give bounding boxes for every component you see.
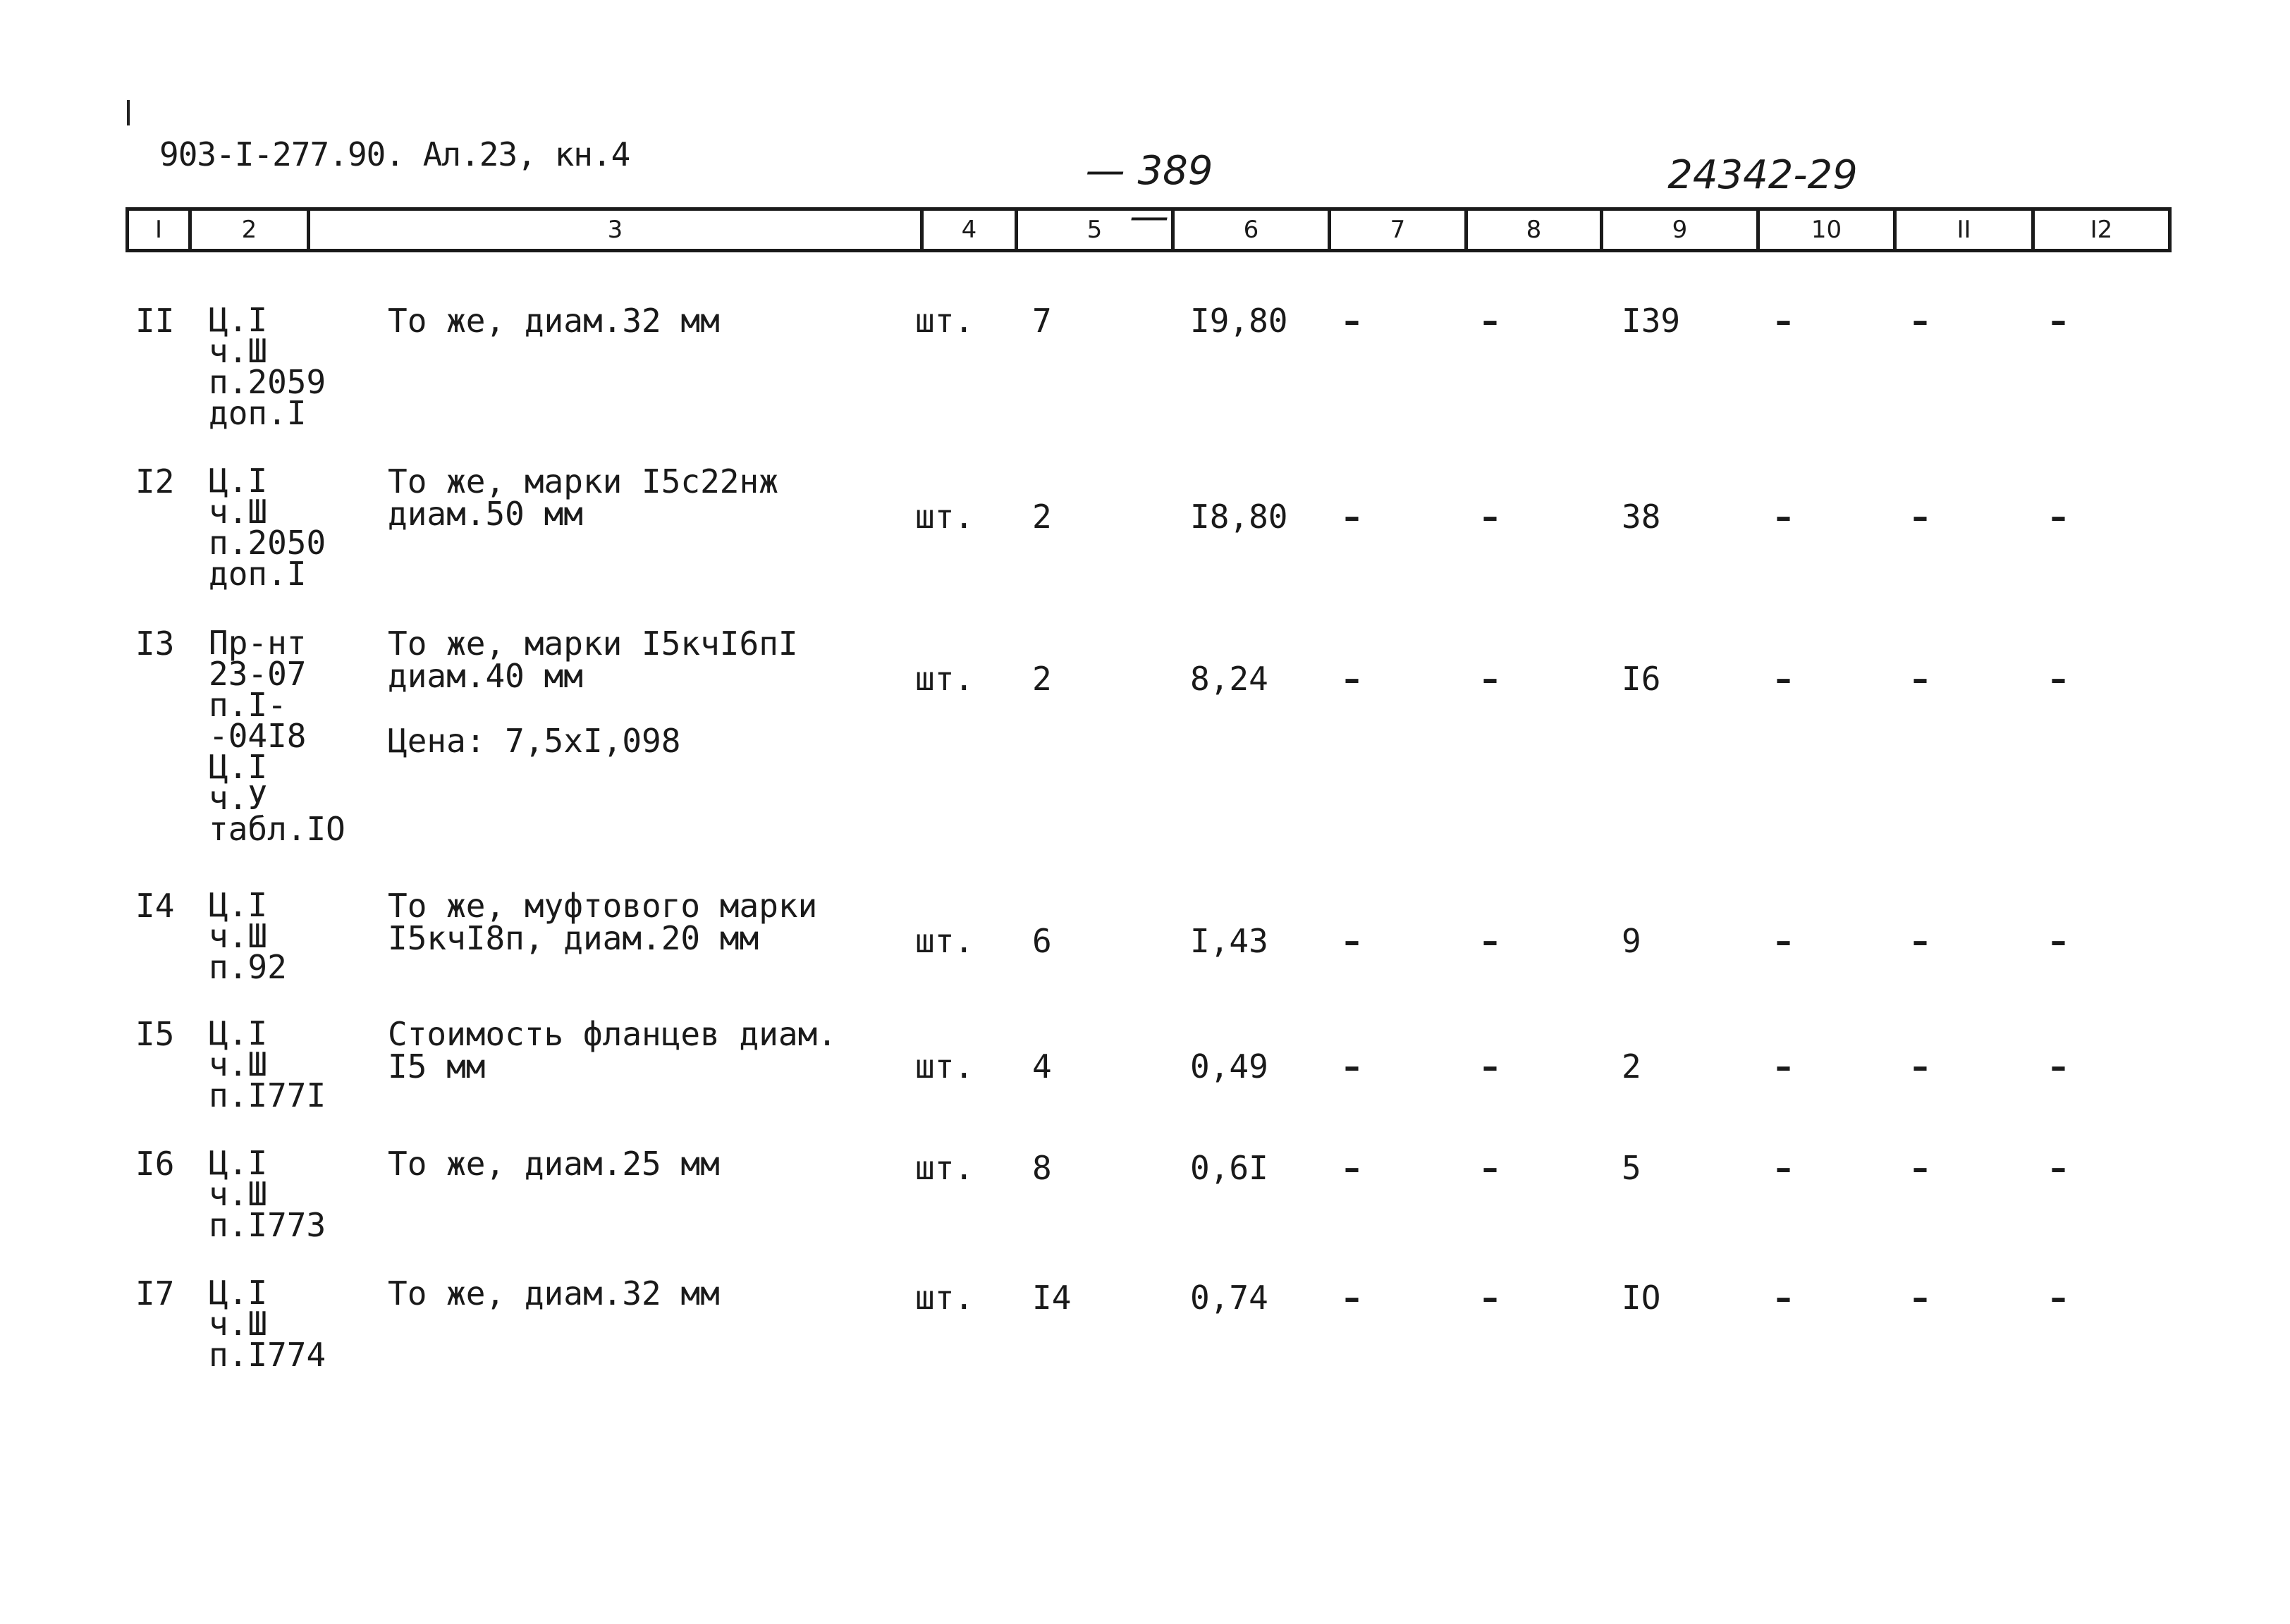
- sheet-code: 24342-29: [1667, 152, 1858, 198]
- total-cost: I39: [1622, 302, 1681, 340]
- column-11-value: –: [1912, 1047, 1928, 1085]
- column-7-value: –: [1344, 922, 1360, 960]
- column-7-value: –: [1344, 660, 1360, 698]
- unit-price: I8,80: [1190, 498, 1288, 536]
- column-12-value: –: [2050, 498, 2066, 536]
- item-description: То же, диам.25 мм: [388, 1145, 720, 1183]
- total-cost: IO: [1622, 1279, 1661, 1317]
- column-7-value: –: [1344, 1149, 1360, 1187]
- row-number: I3: [135, 625, 175, 663]
- page-number: — 389 —: [1085, 148, 1213, 240]
- column-8-value: –: [1482, 1279, 1498, 1317]
- quantity: 2: [1032, 498, 1052, 536]
- column-header-6: 6: [1171, 211, 1328, 249]
- row-number: I5: [135, 1015, 175, 1053]
- unit-price: I,43: [1190, 922, 1268, 960]
- unit-price: 0,74: [1190, 1279, 1268, 1317]
- item-description: То же, марки I5кчI6пI диам.40 мм Цена: 7,5хI,098: [388, 625, 798, 760]
- item-description: То же, диам.32 мм: [388, 302, 720, 340]
- column-header-7: 7: [1328, 211, 1464, 249]
- column-header-1: I: [154, 216, 163, 244]
- column-8-value: –: [1482, 660, 1498, 698]
- unit-price: 0,6I: [1190, 1149, 1268, 1187]
- row-number: I7: [135, 1274, 175, 1312]
- column-7-value: –: [1344, 1047, 1360, 1085]
- column-11-value: –: [1912, 660, 1928, 698]
- item-description: То же, марки I5с22нж диам.50 мм: [388, 462, 778, 533]
- total-cost: I6: [1622, 660, 1661, 698]
- total-cost: 5: [1622, 1149, 1641, 1187]
- column-header-5: 5: [1015, 211, 1171, 249]
- corner-tick-mark: [127, 100, 130, 125]
- unit-price: 0,49: [1190, 1047, 1268, 1085]
- price-reference: Ц.I ч.Ш п.I773: [209, 1144, 326, 1244]
- column-12-value: –: [2050, 660, 2066, 698]
- column-8-value: –: [1482, 1149, 1498, 1187]
- unit: шт.: [915, 1149, 974, 1187]
- price-reference: Ц.I ч.Ш п.I77I: [209, 1014, 326, 1114]
- quantity: 8: [1032, 1149, 1052, 1187]
- column-10-value: –: [1775, 498, 1792, 536]
- document-code: 903-I-277.90. Ал.23, кн.4: [159, 135, 630, 173]
- unit: шт.: [915, 922, 974, 960]
- row-number: I6: [135, 1145, 175, 1183]
- column-10-value: –: [1775, 1149, 1792, 1187]
- column-12-value: –: [2050, 922, 2066, 960]
- column-12-value: –: [2050, 1149, 2066, 1187]
- column-11-value: –: [1912, 1279, 1928, 1317]
- price-reference: Ц.I ч.Ш п.2059 доп.I: [209, 301, 326, 432]
- quantity: 6: [1032, 922, 1052, 960]
- column-10-value: –: [1775, 660, 1792, 698]
- price-reference: Пр-нт 23-07 п.I- -04I8 Ц.I ч.У табл.IO: [209, 624, 345, 848]
- column-11-value: –: [1912, 922, 1928, 960]
- unit-price: I9,80: [1190, 302, 1288, 340]
- column-8-value: –: [1482, 1047, 1498, 1085]
- total-cost: 38: [1622, 498, 1661, 536]
- column-header-11: II: [1893, 211, 2031, 249]
- row-number: II: [135, 302, 175, 340]
- column-12-value: –: [2050, 302, 2066, 340]
- quantity: 2: [1032, 660, 1052, 698]
- column-11-value: –: [1912, 1149, 1928, 1187]
- column-8-value: –: [1482, 498, 1498, 536]
- column-11-value: –: [1912, 498, 1928, 536]
- unit-price: 8,24: [1190, 660, 1268, 698]
- column-header-4: 4: [920, 211, 1015, 249]
- quantity: I4: [1032, 1279, 1072, 1317]
- quantity: 4: [1032, 1047, 1052, 1085]
- column-header-8: 8: [1464, 211, 1600, 249]
- column-10-value: –: [1775, 1279, 1792, 1317]
- column-10-value: –: [1775, 922, 1792, 960]
- total-cost: 9: [1622, 922, 1641, 960]
- unit: шт.: [915, 1279, 974, 1317]
- total-cost: 2: [1622, 1047, 1641, 1085]
- column-header-10: 10: [1756, 211, 1893, 249]
- item-description: То же, муфтового марки I5кчI8п, диам.20 мм: [388, 887, 818, 957]
- item-description: То же, диам.32 мм: [388, 1274, 720, 1312]
- unit: шт.: [915, 302, 974, 340]
- item-description: Стоимость фланцев диам. I5 мм: [388, 1015, 837, 1085]
- price-reference: Ц.I ч.Ш п.I774: [209, 1274, 326, 1374]
- column-12-value: –: [2050, 1047, 2066, 1085]
- column-7-value: –: [1344, 498, 1360, 536]
- unit: шт.: [915, 498, 974, 536]
- row-number: I4: [135, 887, 175, 925]
- column-header-9: 9: [1600, 211, 1756, 249]
- column-header-2: 2: [188, 211, 307, 249]
- price-reference: Ц.I ч.Ш п.2050 доп.I: [209, 462, 326, 593]
- unit: шт.: [915, 660, 974, 698]
- column-7-value: –: [1344, 1279, 1360, 1317]
- quantity: 7: [1032, 302, 1052, 340]
- column-7-value: –: [1344, 302, 1360, 340]
- column-10-value: –: [1775, 1047, 1792, 1085]
- column-8-value: –: [1482, 922, 1498, 960]
- row-number: I2: [135, 462, 175, 500]
- unit: шт.: [915, 1047, 974, 1085]
- column-8-value: –: [1482, 302, 1498, 340]
- column-header-12: I2: [2031, 211, 2168, 249]
- column-number-header: [125, 207, 2172, 252]
- price-reference: Ц.I ч.Ш п.92: [209, 886, 287, 986]
- column-10-value: –: [1775, 302, 1792, 340]
- column-12-value: –: [2050, 1279, 2066, 1317]
- column-11-value: –: [1912, 302, 1928, 340]
- column-header-3: 3: [307, 211, 920, 249]
